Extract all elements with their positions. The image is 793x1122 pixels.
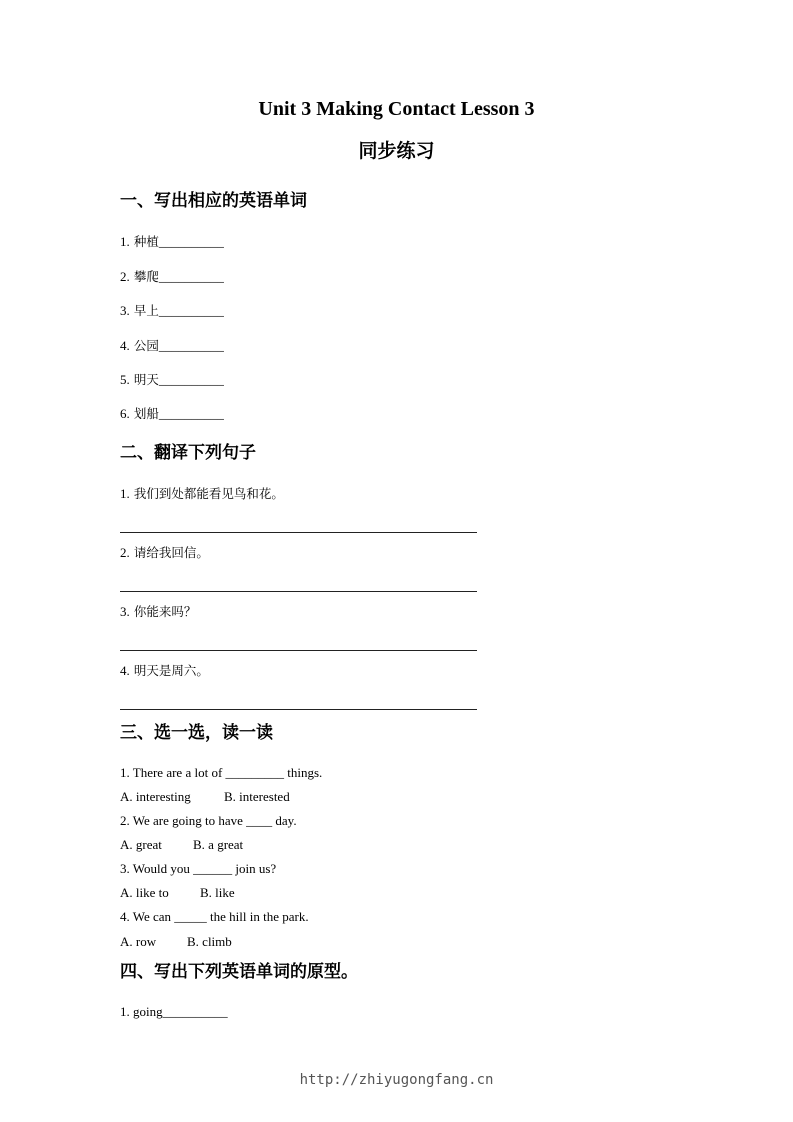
section2-heading: 二、翻译下列句子	[120, 443, 256, 463]
option-a: A. great	[120, 837, 162, 852]
item-number: 1.	[120, 234, 130, 249]
answer-blank: __________	[158, 372, 224, 387]
answer-blank: __________	[158, 269, 224, 284]
word-text: 1. going	[120, 1004, 163, 1019]
answer-line	[120, 532, 477, 533]
answer-blank: __________	[162, 1004, 228, 1019]
item-number: 4.	[120, 338, 130, 353]
section1-item	[120, 405, 224, 424]
title-english: Unit 3 Making Contact Lesson 3	[258, 98, 535, 120]
question-text: 4. We can _____ the hill in the park.	[120, 909, 309, 924]
item-number: 2.	[120, 545, 130, 560]
question-text: 2. We are going to have ____ day.	[120, 813, 297, 828]
section1-heading: 一、写出相应的英语单词	[120, 191, 307, 211]
question-text: 1. There are a lot of _________ things.	[120, 765, 323, 780]
item-word: 种植	[133, 234, 159, 249]
sentence-text: 请给我回信。	[133, 545, 209, 560]
item-number: 6.	[120, 406, 130, 421]
item-word: 明天	[133, 372, 159, 387]
footer-url: http://zhiyugongfang.cn	[299, 1072, 494, 1088]
option-a: A. interesting	[120, 789, 191, 804]
section1-item	[120, 233, 224, 252]
question-text: 3. Would you ______ join us?	[120, 861, 277, 876]
section3-heading: 三、选一选，读一读	[120, 723, 273, 743]
options-row	[120, 836, 244, 854]
section2-item	[120, 485, 284, 504]
item-number: 2.	[120, 269, 130, 284]
answer-blank: __________	[158, 234, 224, 249]
item-word: 攀爬	[133, 269, 159, 284]
answer-blank: __________	[158, 303, 224, 318]
option-b: B. like	[200, 885, 235, 900]
item-word: 早上	[133, 303, 159, 318]
section4-heading: 四、写出下列英语单词的原型。	[120, 962, 358, 982]
option-b: B. interested	[224, 789, 290, 804]
item-number: 5.	[120, 372, 130, 387]
options-row	[120, 884, 235, 902]
item-number: 4.	[120, 663, 130, 678]
item-number: 3.	[120, 604, 130, 619]
section1-item	[120, 337, 224, 356]
answer-blank: __________	[158, 406, 224, 421]
option-a: A. row	[120, 934, 157, 949]
options-row	[120, 788, 290, 806]
option-a: A. like to	[120, 885, 169, 900]
option-b: B. a great	[193, 837, 244, 852]
section1-item	[120, 302, 224, 321]
item-word: 划船	[133, 406, 159, 421]
answer-line	[120, 591, 477, 592]
answer-line	[120, 709, 477, 710]
answer-line	[120, 650, 477, 651]
answer-blank: __________	[158, 338, 224, 353]
section2-item	[120, 662, 209, 681]
sentence-text: 你能来吗？	[133, 604, 197, 619]
sentence-text: 我们到处都能看见鸟和花。	[133, 486, 284, 501]
title-chinese: 同步练习	[358, 140, 435, 162]
sentence-text: 明天是周六。	[133, 663, 209, 678]
option-b: B. climb	[187, 934, 232, 949]
section4-item	[120, 1003, 228, 1021]
section1-item	[120, 268, 224, 287]
section2-item	[120, 544, 209, 563]
options-row	[120, 933, 232, 951]
section1-item	[120, 371, 224, 390]
item-word: 公园	[133, 338, 159, 353]
item-number: 1.	[120, 486, 130, 501]
item-number: 3.	[120, 303, 130, 318]
section2-item	[120, 603, 196, 622]
